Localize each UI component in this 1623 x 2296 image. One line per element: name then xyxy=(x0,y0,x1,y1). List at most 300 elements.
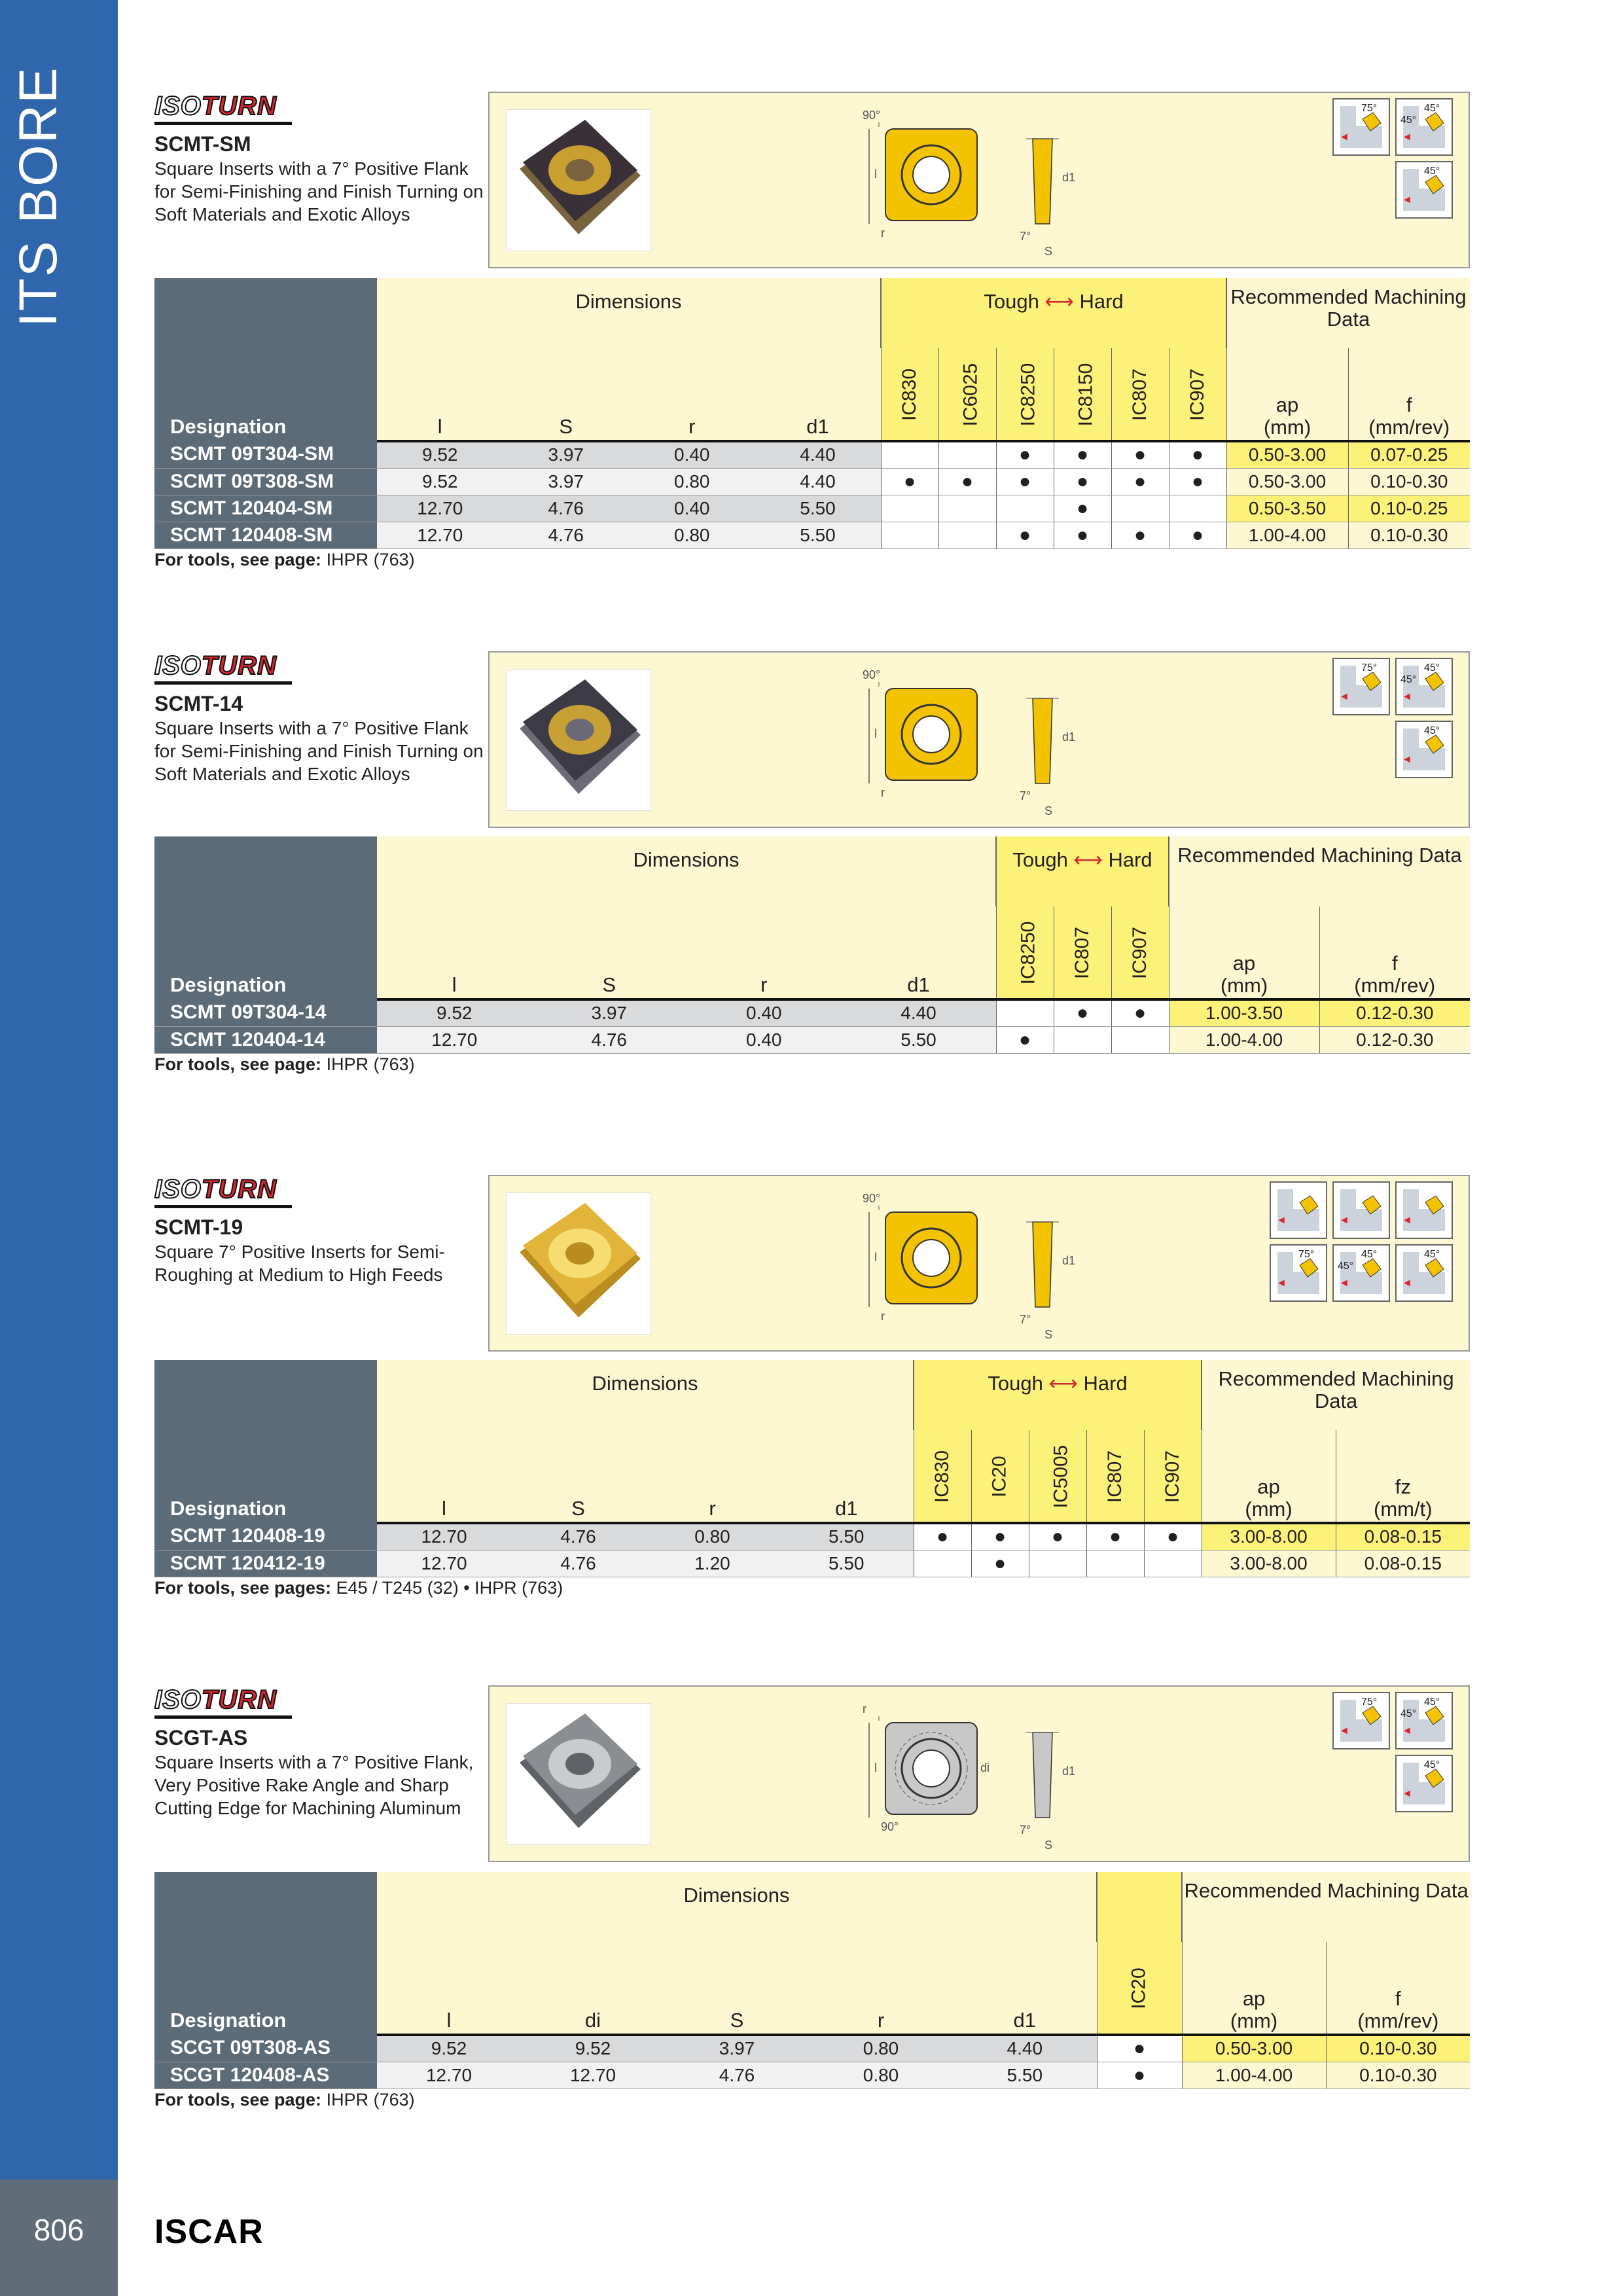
dimension-cell: 4.76 xyxy=(665,2062,809,2089)
dimension-column-header: l xyxy=(377,348,503,441)
isoturn-logo-iso: ISO xyxy=(154,651,202,680)
spec-table xyxy=(154,836,1470,1054)
dimension-cell: 4.76 xyxy=(503,522,630,548)
grade-name: IC807 xyxy=(1104,1450,1126,1503)
dimension-column-header: r xyxy=(687,906,842,999)
dimension-cell: 0.80 xyxy=(645,1523,779,1550)
grade-availability-cell xyxy=(1144,1550,1202,1577)
spec-table xyxy=(154,1872,1470,2089)
machining-data-cell: 0.50-3.50 xyxy=(1226,495,1348,522)
grade-availability-cell xyxy=(1029,1550,1086,1577)
dimension-column-header: r xyxy=(629,348,755,441)
tool-icons xyxy=(1270,1181,1463,1312)
designation-cell: SCMT 120408-19 xyxy=(154,1523,377,1550)
machining-param: ap xyxy=(1242,1987,1266,2010)
svg-text:7°: 7° xyxy=(1020,789,1031,802)
dimension-cell: 0.40 xyxy=(629,495,755,522)
machining-data-cell: 3.00-8.00 xyxy=(1202,1550,1336,1577)
machining-data-cell: 0.12-0.30 xyxy=(1319,1026,1470,1053)
svg-text:45°: 45° xyxy=(1424,166,1440,177)
machining-unit: (mm) xyxy=(1245,1498,1293,1520)
product-section xyxy=(154,651,1470,1074)
tools-note xyxy=(154,1578,563,1598)
dimension-column-header: l xyxy=(377,1942,521,2035)
recommended-header: Recommended Machining Data xyxy=(1202,1360,1470,1430)
tools-note-pages: IHPR (763) xyxy=(326,550,415,569)
designation-header xyxy=(154,1360,377,1523)
product-name: SCMT-19 xyxy=(154,1215,243,1239)
machining-data-cell: 0.50-3.00 xyxy=(1226,468,1348,495)
table-row xyxy=(154,999,1470,1026)
dimension-column-header: r xyxy=(809,1942,953,2035)
svg-text:◄: ◄ xyxy=(1339,132,1349,143)
tool-application-icon xyxy=(1332,658,1390,715)
machining-unit: (mm/rev) xyxy=(1368,416,1450,439)
tough-hard-arrow-icon: ⟷ xyxy=(1067,848,1109,871)
insert-photo xyxy=(506,1193,651,1335)
dimension-cell: 9.52 xyxy=(377,468,503,495)
grade-availability-cell: ● xyxy=(1169,468,1226,495)
dimension-cell: 5.50 xyxy=(953,2062,1097,2089)
product-name: SCMT-SM xyxy=(154,132,251,156)
tool-application-icon xyxy=(1395,721,1453,778)
tool-application-icon xyxy=(1395,1181,1453,1239)
table-header-row xyxy=(154,278,1470,348)
designation-header xyxy=(154,836,377,999)
svg-text:45°: 45° xyxy=(1400,1708,1417,1719)
dimension-drawing xyxy=(843,1693,1157,1857)
svg-text:r: r xyxy=(881,786,885,799)
svg-text:S: S xyxy=(1044,245,1053,258)
machining-data-cell: 0.08-0.15 xyxy=(1336,1523,1470,1550)
grade-name: IC907 xyxy=(1162,1450,1184,1503)
dimension-column-header: d1 xyxy=(755,348,882,441)
sidebar-title: ITS BORE xyxy=(9,66,68,327)
grade-availability-cell: ● xyxy=(1111,522,1169,548)
svg-text:l: l xyxy=(874,727,877,740)
grade-column-header xyxy=(971,1430,1029,1523)
grade-availability-cell xyxy=(996,495,1054,522)
dimension-cell: 5.50 xyxy=(779,1550,914,1577)
dimension-column-header: S xyxy=(503,348,630,441)
dimension-column-header: S xyxy=(511,1430,645,1523)
grade-availability-cell xyxy=(938,522,996,548)
isoturn-logo-iso: ISO xyxy=(154,1175,202,1204)
svg-text:45°: 45° xyxy=(1361,1249,1378,1260)
grade-name: IC6025 xyxy=(959,363,981,427)
grade-header xyxy=(1097,1872,1182,1942)
insert-photo xyxy=(506,1703,651,1845)
designation-label: Designation xyxy=(170,1497,287,1520)
svg-text:90°: 90° xyxy=(863,668,881,681)
product-name: SCMT-14 xyxy=(154,692,243,715)
svg-text:75°: 75° xyxy=(1361,103,1378,114)
isoturn-logo xyxy=(154,651,277,681)
isoturn-logo-iso: ISO xyxy=(154,92,202,120)
designation-cell: SCMT 120404-14 xyxy=(154,1026,377,1053)
dimension-cell: 5.50 xyxy=(842,1026,997,1053)
grade-availability-cell xyxy=(881,522,938,548)
recommended-header: Recommended Machining Data xyxy=(1169,836,1470,906)
isoturn-logo xyxy=(154,92,277,121)
svg-text:45°: 45° xyxy=(1400,674,1417,685)
svg-text:◄: ◄ xyxy=(1402,132,1412,143)
svg-text:r: r xyxy=(863,1702,866,1715)
designation-cell: SCMT 09T304-14 xyxy=(154,999,377,1026)
svg-text:di: di xyxy=(980,1761,990,1774)
tool-application-icon xyxy=(1395,98,1453,156)
grade-availability-cell xyxy=(881,495,938,522)
dimension-cell: 0.80 xyxy=(809,2035,953,2062)
tool-application-icon xyxy=(1332,1692,1390,1749)
svg-text:45°: 45° xyxy=(1400,115,1417,126)
grade-availability-cell: ● xyxy=(914,1523,971,1550)
machining-data-cell: 0.10-0.30 xyxy=(1348,522,1470,548)
svg-text:◄: ◄ xyxy=(1402,1215,1412,1226)
recommended-header: Recommended Machining Data xyxy=(1182,1872,1470,1942)
machining-unit: (mm) xyxy=(1220,974,1268,997)
grade-column-header xyxy=(1111,348,1169,441)
dimension-cell: 0.80 xyxy=(629,468,755,495)
dimension-cell: 0.40 xyxy=(687,999,842,1026)
dimensions-header: Dimensions xyxy=(377,278,881,348)
dimension-column-header: l xyxy=(377,906,532,999)
machining-data-cell: 1.00-4.00 xyxy=(1182,2062,1326,2089)
dimension-drawing xyxy=(843,99,1157,263)
table-row xyxy=(154,1026,1470,1053)
grade-availability-cell: ● xyxy=(996,441,1054,468)
product-description: Square 7° Positive Inserts for Semi-Roughing at Medium to High Feeds xyxy=(154,1242,445,1285)
tool-application-icon xyxy=(1395,1244,1453,1302)
dimension-cell: 0.40 xyxy=(687,1026,842,1053)
grade-availability-cell: ● xyxy=(996,1026,1054,1053)
dimension-cell: 3.97 xyxy=(503,468,630,495)
insert-photo xyxy=(506,669,651,811)
machining-unit: (mm) xyxy=(1230,2009,1278,2032)
designation-cell: SCMT 120404-SM xyxy=(154,495,377,522)
svg-text:75°: 75° xyxy=(1361,662,1378,673)
grade-column-header xyxy=(1054,906,1111,999)
machining-data-cell: 0.10-0.30 xyxy=(1326,2062,1470,2089)
svg-text:45°: 45° xyxy=(1424,103,1440,114)
grade-column-header xyxy=(1111,906,1169,999)
grade-availability-cell xyxy=(938,441,996,468)
grade-availability-cell: ● xyxy=(1111,999,1169,1026)
grade-name: IC5005 xyxy=(1049,1444,1071,1509)
dimension-column-header: d1 xyxy=(953,1942,1097,2035)
dimension-cell: 12.70 xyxy=(377,1026,532,1053)
isoturn-logo xyxy=(154,1175,277,1204)
grade-availability-cell: ● xyxy=(938,468,996,495)
table-row xyxy=(154,2035,1470,2062)
product-name: SCGT-AS xyxy=(154,1726,248,1749)
tool-application-icon xyxy=(1332,1244,1390,1302)
machining-data-cell: 0.08-0.15 xyxy=(1336,1550,1470,1577)
designation-cell: SCMT 09T308-SM xyxy=(154,468,377,495)
svg-text:l: l xyxy=(874,168,877,181)
svg-text:75°: 75° xyxy=(1361,1696,1378,1708)
machining-param: f xyxy=(1391,952,1398,975)
svg-text:90°: 90° xyxy=(881,1820,899,1833)
grade-name: IC807 xyxy=(1129,368,1151,422)
machining-data-cell: 1.00-4.00 xyxy=(1169,1026,1319,1053)
machining-param: fz xyxy=(1395,1475,1411,1498)
grade-availability-cell xyxy=(938,495,996,522)
svg-text:90°: 90° xyxy=(863,1192,881,1205)
dimension-cell: 3.97 xyxy=(532,999,687,1026)
tool-application-icon xyxy=(1395,161,1453,219)
svg-text:l: l xyxy=(874,1251,877,1264)
grade-availability-cell: ● xyxy=(1054,468,1111,495)
grade-availability-cell: ● xyxy=(881,468,938,495)
table-header-row xyxy=(154,1872,1470,1942)
tool-application-icon xyxy=(1395,1755,1453,1812)
dimension-cell: 12.70 xyxy=(377,495,503,522)
designation-label: Designation xyxy=(170,973,287,996)
grade-column-header xyxy=(1097,1942,1182,2035)
grade-availability-cell: ● xyxy=(1111,441,1169,468)
grade-availability-cell: ● xyxy=(1054,999,1111,1026)
dimension-cell: 12.70 xyxy=(377,522,503,548)
dimension-column-header: l xyxy=(377,1430,511,1523)
svg-text:7°: 7° xyxy=(1020,230,1031,243)
machining-data-cell: 0.10-0.25 xyxy=(1348,495,1470,522)
dimension-drawing xyxy=(843,659,1157,823)
product-description: Square Inserts with a 7° Positive Flank for Semi-Finishing and Finish Turning on Soft Materials and Exotic Alloys xyxy=(154,718,484,784)
machining-data-cell: 1.00-4.00 xyxy=(1226,522,1348,548)
grade-availability-cell: ● xyxy=(1097,2035,1182,2062)
dimension-cell: 3.97 xyxy=(665,2035,809,2062)
tools-note-label: For tools, see page: xyxy=(154,550,322,569)
svg-text:S: S xyxy=(1044,1839,1053,1852)
dimension-cell: 0.80 xyxy=(629,522,755,548)
svg-text:r: r xyxy=(881,226,885,240)
machining-param: ap xyxy=(1275,393,1299,416)
dimension-column-header: d1 xyxy=(842,906,997,999)
spec-table xyxy=(154,1360,1470,1577)
hard-label: Hard xyxy=(1079,290,1124,313)
dimension-column-header: S xyxy=(665,1942,809,2035)
svg-text:◄: ◄ xyxy=(1276,1278,1287,1289)
illustration-panel xyxy=(488,1175,1470,1352)
grade-availability-cell: ● xyxy=(971,1523,1029,1550)
grade-availability-cell: ● xyxy=(996,522,1054,548)
grade-column-header xyxy=(938,348,996,441)
grade-availability-cell xyxy=(996,999,1054,1026)
dimension-cell: 5.50 xyxy=(779,1523,914,1550)
designation-cell: SCMT 09T304-SM xyxy=(154,441,377,468)
tools-note xyxy=(154,2090,415,2110)
recommended-header: Recommended Machining Data xyxy=(1226,278,1470,348)
machining-column-header xyxy=(1169,906,1319,999)
svg-text:◄: ◄ xyxy=(1276,1215,1287,1226)
grade-name: IC907 xyxy=(1186,368,1209,422)
svg-text:d1: d1 xyxy=(1062,1765,1076,1778)
tools-note-pages: IHPR (763) xyxy=(326,1054,415,1074)
dimension-cell: 4.76 xyxy=(503,495,630,522)
designation-label: Designation xyxy=(170,2009,287,2032)
hard-label: Hard xyxy=(1083,1372,1128,1395)
grade-availability-cell: ● xyxy=(1054,441,1111,468)
table-row xyxy=(154,522,1470,548)
svg-text:◄: ◄ xyxy=(1402,691,1412,702)
machining-column-header xyxy=(1336,1430,1470,1523)
designation-label: Designation xyxy=(170,415,287,438)
dimension-cell: 12.70 xyxy=(521,2062,665,2089)
table-row xyxy=(154,1523,1470,1550)
machining-unit: (mm) xyxy=(1263,416,1311,439)
logo-underline xyxy=(154,122,292,125)
designation-cell: SCMT 120408-SM xyxy=(154,522,377,548)
machining-param: f xyxy=(1395,1987,1401,2010)
dimension-cell: 5.50 xyxy=(755,522,882,548)
designation-cell: SCGT 09T308-AS xyxy=(154,2035,377,2062)
svg-text:45°: 45° xyxy=(1424,1759,1440,1770)
grade-availability-cell xyxy=(914,1550,971,1577)
tools-note-label: For tools, see page: xyxy=(154,1054,322,1074)
svg-text:d1: d1 xyxy=(1062,1254,1076,1267)
svg-text:◄: ◄ xyxy=(1339,691,1349,702)
svg-text:d1: d1 xyxy=(1062,171,1076,184)
product-section xyxy=(154,1685,1470,2109)
dimension-cell: 4.40 xyxy=(953,2035,1097,2062)
grade-column-header xyxy=(996,348,1054,441)
tough-label: Tough xyxy=(984,290,1039,313)
machining-column-header xyxy=(1348,348,1470,441)
illustration-panel xyxy=(488,92,1470,268)
tough-hard-arrow-icon: ⟷ xyxy=(1043,1372,1084,1395)
grade-availability-cell: ● xyxy=(1029,1523,1086,1550)
svg-text:◄: ◄ xyxy=(1402,1725,1412,1736)
insert-photo xyxy=(506,109,651,251)
machining-unit: (mm/t) xyxy=(1374,1498,1433,1520)
grade-availability-cell: ● xyxy=(1086,1523,1144,1550)
grade-availability-cell: ● xyxy=(1054,522,1111,548)
dimension-cell: 4.76 xyxy=(532,1026,687,1053)
machining-data-cell: 0.12-0.30 xyxy=(1319,999,1470,1026)
grade-name: IC830 xyxy=(931,1450,954,1503)
table-row xyxy=(154,468,1470,495)
grade-availability-cell: ● xyxy=(1111,468,1169,495)
svg-text:◄: ◄ xyxy=(1402,194,1412,206)
dimension-cell: 1.20 xyxy=(645,1550,779,1577)
tools-note-pages: IHPR (763) xyxy=(326,2090,415,2109)
svg-text:l: l xyxy=(874,1761,877,1774)
isoturn-logo xyxy=(154,1685,277,1715)
dimension-cell: 12.70 xyxy=(377,1523,511,1550)
grade-name: IC830 xyxy=(899,368,921,422)
machining-data-cell: 0.50-3.00 xyxy=(1182,2035,1326,2062)
dimension-cell: 4.40 xyxy=(755,468,882,495)
machining-column-header xyxy=(1182,1942,1326,2035)
machining-data-cell: 0.10-0.30 xyxy=(1326,2035,1470,2062)
product-section xyxy=(154,1175,1470,1598)
machining-data-cell: 1.00-3.50 xyxy=(1169,999,1319,1026)
tool-application-icon xyxy=(1332,1181,1390,1239)
dimension-cell: 9.52 xyxy=(377,441,503,468)
svg-text:7°: 7° xyxy=(1020,1313,1031,1326)
dimension-column-header: di xyxy=(521,1942,665,2035)
grade-availability-cell: ● xyxy=(1169,441,1226,468)
svg-text:75°: 75° xyxy=(1298,1249,1315,1260)
designation-cell: SCMT 120412-19 xyxy=(154,1550,377,1577)
grade-availability-cell: ● xyxy=(996,468,1054,495)
tools-note-pages: E45 / T245 (32) • IHPR (763) xyxy=(336,1578,563,1598)
tool-application-icon xyxy=(1395,658,1453,715)
machining-column-header xyxy=(1319,906,1470,999)
svg-text:90°: 90° xyxy=(863,109,881,122)
dimension-cell: 5.50 xyxy=(755,495,882,522)
product-description: Square Inserts with a 7° Positive Flank for Semi-Finishing and Finish Turning on Soft Materials and Exotic Alloys xyxy=(154,158,484,224)
tools-note-label: For tools, see page: xyxy=(154,2090,322,2109)
dimension-cell: 12.70 xyxy=(377,2062,521,2089)
grade-column-header xyxy=(914,1430,971,1523)
grade-availability-cell: ● xyxy=(1054,495,1111,522)
tools-note xyxy=(154,1054,415,1075)
dimensions-header: Dimensions xyxy=(377,1872,1097,1942)
tool-application-icon xyxy=(1270,1181,1327,1239)
hard-label: Hard xyxy=(1108,848,1152,871)
tool-application-icon xyxy=(1395,1692,1453,1749)
grade-availability-cell xyxy=(1111,495,1169,522)
dimension-drawing xyxy=(843,1183,1157,1346)
grade-availability-cell: ● xyxy=(971,1550,1029,1577)
tool-application-icon xyxy=(1270,1244,1327,1302)
isoturn-logo-turn: TURN xyxy=(201,1175,277,1204)
svg-text:45°: 45° xyxy=(1424,662,1440,673)
designation-header xyxy=(154,1872,377,2035)
logo-underline xyxy=(154,1205,292,1208)
product-section xyxy=(154,92,1470,569)
dimension-cell: 9.52 xyxy=(377,999,532,1026)
svg-text:◄: ◄ xyxy=(1402,1278,1412,1289)
svg-text:S: S xyxy=(1044,804,1053,817)
dimensions-header: Dimensions xyxy=(377,1360,914,1430)
grade-name: IC20 xyxy=(1128,1967,1150,2009)
logo-underline xyxy=(154,1715,292,1719)
tough-hard-arrow-icon: ⟷ xyxy=(1039,290,1080,313)
dimension-cell: 12.70 xyxy=(377,1550,511,1577)
grade-availability-cell: ● xyxy=(1097,2062,1182,2089)
tools-note-label: For tools, see pages: xyxy=(154,1578,332,1598)
isoturn-logo-iso: ISO xyxy=(154,1685,202,1714)
grade-header xyxy=(996,836,1169,906)
svg-text:S: S xyxy=(1044,1328,1053,1341)
svg-text:45°: 45° xyxy=(1424,1249,1440,1260)
dimension-column-header: r xyxy=(645,1430,779,1523)
dimension-cell: 4.40 xyxy=(842,999,997,1026)
svg-text:45°: 45° xyxy=(1424,1696,1440,1708)
grade-column-header xyxy=(1029,1430,1086,1523)
grade-name: IC20 xyxy=(989,1456,1011,1498)
isoturn-logo-turn: TURN xyxy=(201,92,277,120)
svg-text:◄: ◄ xyxy=(1339,1278,1349,1289)
grade-name: IC8250 xyxy=(1016,921,1039,985)
svg-text:◄: ◄ xyxy=(1339,1725,1349,1736)
designation-cell: SCGT 120408-AS xyxy=(154,2062,377,2089)
table-row xyxy=(154,1550,1470,1577)
illustration-panel xyxy=(488,1685,1470,1862)
machining-unit: (mm/rev) xyxy=(1357,2009,1439,2032)
grade-name: IC907 xyxy=(1129,926,1151,980)
machining-unit: (mm/rev) xyxy=(1354,974,1436,997)
illustration-panel xyxy=(488,651,1470,828)
page-number: 806 xyxy=(33,2213,84,2247)
svg-text:45°: 45° xyxy=(1338,1261,1354,1272)
grade-availability-cell: ● xyxy=(1169,522,1226,548)
tool-application-icon xyxy=(1332,98,1390,156)
svg-text:r: r xyxy=(881,1310,885,1323)
